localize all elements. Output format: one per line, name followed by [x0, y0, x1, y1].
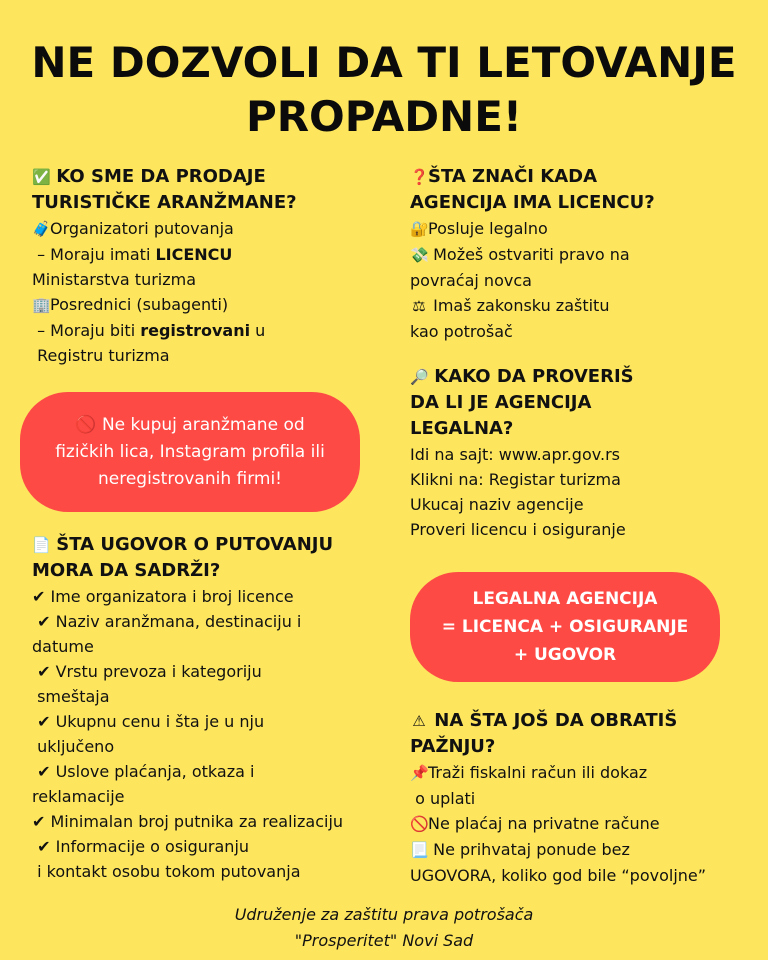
- contract-text-2: Naziv aranžmana, destinaciju i: [55, 612, 302, 631]
- check-icon: ✔: [37, 837, 51, 856]
- legal-agency-pill: [410, 572, 720, 682]
- license-text-2: Možeš ostvariti pravo na: [433, 245, 630, 264]
- pushpin-icon: 📌: [410, 764, 429, 782]
- who-text-2a: – Moraju imati: [37, 245, 156, 264]
- section-license-meaning: [410, 164, 750, 344]
- who-can-sell-heading-2: TURISTIČKE ARANŽMANE?: [32, 192, 297, 213]
- license-line-1: [410, 216, 750, 242]
- scales-icon: ⚖: [412, 297, 426, 315]
- who-text-4: Posrednici (subagenti): [50, 295, 229, 314]
- contract-text-11: Informacije o osiguranju: [55, 837, 250, 856]
- check-icon: ✔: [32, 812, 46, 831]
- license-text-1: Posluje legalno: [428, 219, 548, 238]
- attention-line-1: [410, 760, 760, 786]
- contract-line-5: [32, 684, 392, 709]
- attention-text-4: Ne prihvataj ponude bez: [433, 840, 630, 859]
- legal-line-1: LEGALNA AGENCIJA: [472, 589, 658, 609]
- footer: [0, 902, 768, 954]
- warning-line-1: [20, 412, 360, 439]
- footer-line-1: Udruženje za zaštitu prava potrošača: [234, 905, 534, 924]
- contract-line-6: [32, 709, 392, 734]
- money-icon: 💸: [410, 246, 429, 264]
- who-line-4: [32, 292, 372, 318]
- check-icon: ✔: [37, 662, 51, 681]
- attention-line-2: [410, 786, 760, 811]
- luggage-icon: 🧳: [32, 220, 51, 238]
- contract-text-4: Vrstu prevoza i kategoriju: [55, 662, 262, 681]
- contract-text-7: uključeno: [37, 737, 115, 756]
- attention-line-3: [410, 811, 760, 837]
- section-who-can-sell: [32, 164, 372, 368]
- contract-line-12: [32, 859, 392, 884]
- warning-text-1: Ne kupuj aranžmane od: [101, 414, 305, 435]
- contract-line-10: [32, 809, 392, 834]
- contract-heading-1: [32, 532, 392, 558]
- legal-line-2: = LICENCA + OSIGURANJE: [441, 617, 689, 637]
- contract-text-1: Ime organizatora i broj licence: [50, 587, 294, 606]
- memo-icon: 📃: [410, 841, 429, 859]
- contract-line-9: reklamacije: [32, 787, 125, 806]
- check-heading-2: DA LI JE AGENCIJA: [410, 392, 592, 413]
- check-icon: ✔: [37, 762, 51, 781]
- magnifying-glass-icon: 🔎: [410, 368, 429, 386]
- license-line-4: [410, 293, 750, 319]
- check-icon: ✔: [37, 612, 51, 631]
- who-line-3: Ministarstva turizma: [32, 270, 197, 289]
- attention-line-5: UGOVORA, koliko god bile “povoljne”: [410, 866, 707, 885]
- license-line-2: [410, 242, 750, 268]
- contract-line-4: [32, 659, 392, 684]
- section-check-agency: [410, 364, 750, 542]
- check-line-1: Idi na sajt: www.apr.gov.rs: [410, 445, 620, 464]
- prohibited-icon: 🚫: [410, 815, 429, 833]
- office-building-icon: 🏢: [32, 296, 51, 314]
- heading-text: ŠTA UGOVOR O PUTOVANJU: [56, 534, 334, 555]
- contract-text-6: Ukupnu cenu i šta je u nju: [55, 712, 265, 731]
- prohibited-icon: 🚫: [75, 414, 97, 435]
- who-text-5c: u: [250, 321, 266, 340]
- check-line-2: Klikni na: Registar turizma: [410, 470, 621, 489]
- legal-line-3: + UGOVOR: [513, 645, 617, 665]
- warning-pill: [20, 392, 360, 512]
- section-contract: [32, 532, 392, 884]
- contract-line-7: [32, 734, 392, 759]
- title-line-2: PROPADNE!: [245, 92, 523, 141]
- lock-icon: 🔐: [410, 220, 429, 238]
- contract-text-10: Minimalan broj putnika za realizaciju: [50, 812, 344, 831]
- warning-icon: ⚠: [412, 712, 426, 730]
- attention-heading-2: PAŽNJU?: [410, 736, 496, 757]
- heading-text: KO SME DA PRODAJE: [56, 166, 266, 187]
- page-title: [0, 36, 768, 144]
- heading-text: ŠTA ZNAČI KADA: [428, 166, 598, 187]
- question-mark-icon: ❓: [410, 168, 429, 186]
- check-line-3: Ukucaj naziv agencije: [410, 495, 584, 514]
- check-line-4: Proveri licencu i osiguranje: [410, 520, 626, 539]
- footer-line-2: "Prosperitet" Novi Sad: [294, 931, 474, 950]
- attention-text-3: Ne plaćaj na privatne račune: [428, 814, 660, 833]
- warning-line-3: neregistrovanih firmi!: [97, 468, 282, 489]
- who-text-1: Organizatori putovanja: [50, 219, 234, 238]
- attention-text-1: Traži fiskalni račun ili dokaz: [428, 763, 648, 782]
- contract-line-2: [32, 609, 392, 634]
- heading-text: NA ŠTA JOŠ DA OBRATIŠ: [434, 710, 678, 731]
- warning-line-2: fizičkih lica, Instagram profila ili: [55, 441, 325, 462]
- contract-line-8: [32, 759, 392, 784]
- attention-text-2: o uplati: [415, 789, 476, 808]
- document-icon: 📄: [32, 536, 51, 554]
- check-heading-1: [410, 364, 750, 390]
- check-icon: ✔: [32, 587, 46, 606]
- contract-text-5: smeštaja: [37, 687, 110, 706]
- license-line-3: povraćaj novca: [410, 271, 532, 290]
- contract-line-11: [32, 834, 392, 859]
- who-line-6: [32, 343, 372, 368]
- title-line-1: NE DOZVOLI DA TI LETOVANJE: [31, 38, 737, 87]
- license-heading-1: [410, 164, 750, 190]
- section-attention: [410, 708, 760, 888]
- check-heading-3: LEGALNA?: [410, 418, 514, 439]
- license-heading-2: AGENCIJA IMA LICENCU?: [410, 192, 655, 213]
- who-text-2b: LICENCU: [155, 245, 233, 264]
- who-line-1: [32, 216, 372, 242]
- check-mark-icon: ✅: [32, 168, 51, 186]
- who-line-2: [32, 242, 372, 267]
- attention-line-4: [410, 837, 760, 863]
- attention-heading-1: [410, 708, 760, 734]
- who-text-6: Registru turizma: [37, 346, 170, 365]
- license-line-5: kao potrošač: [410, 322, 513, 341]
- contract-line-1: [32, 584, 392, 609]
- who-text-5b: registrovani: [140, 321, 251, 340]
- contract-heading-2: MORA DA SADRŽI?: [32, 560, 221, 581]
- check-icon: ✔: [37, 712, 51, 731]
- who-line-5: [32, 318, 372, 343]
- license-text-4: Imaš zakonsku zaštitu: [433, 296, 610, 315]
- who-text-5a: – Moraju biti: [37, 321, 141, 340]
- heading-text: KAKO DA PROVERIŠ: [434, 366, 634, 387]
- contract-text-12: i kontakt osobu tokom putovanja: [37, 862, 301, 881]
- who-can-sell-heading-1: [32, 164, 372, 190]
- contract-line-3: datume: [32, 637, 94, 656]
- contract-text-8: Uslove plaćanja, otkaza i: [55, 762, 255, 781]
